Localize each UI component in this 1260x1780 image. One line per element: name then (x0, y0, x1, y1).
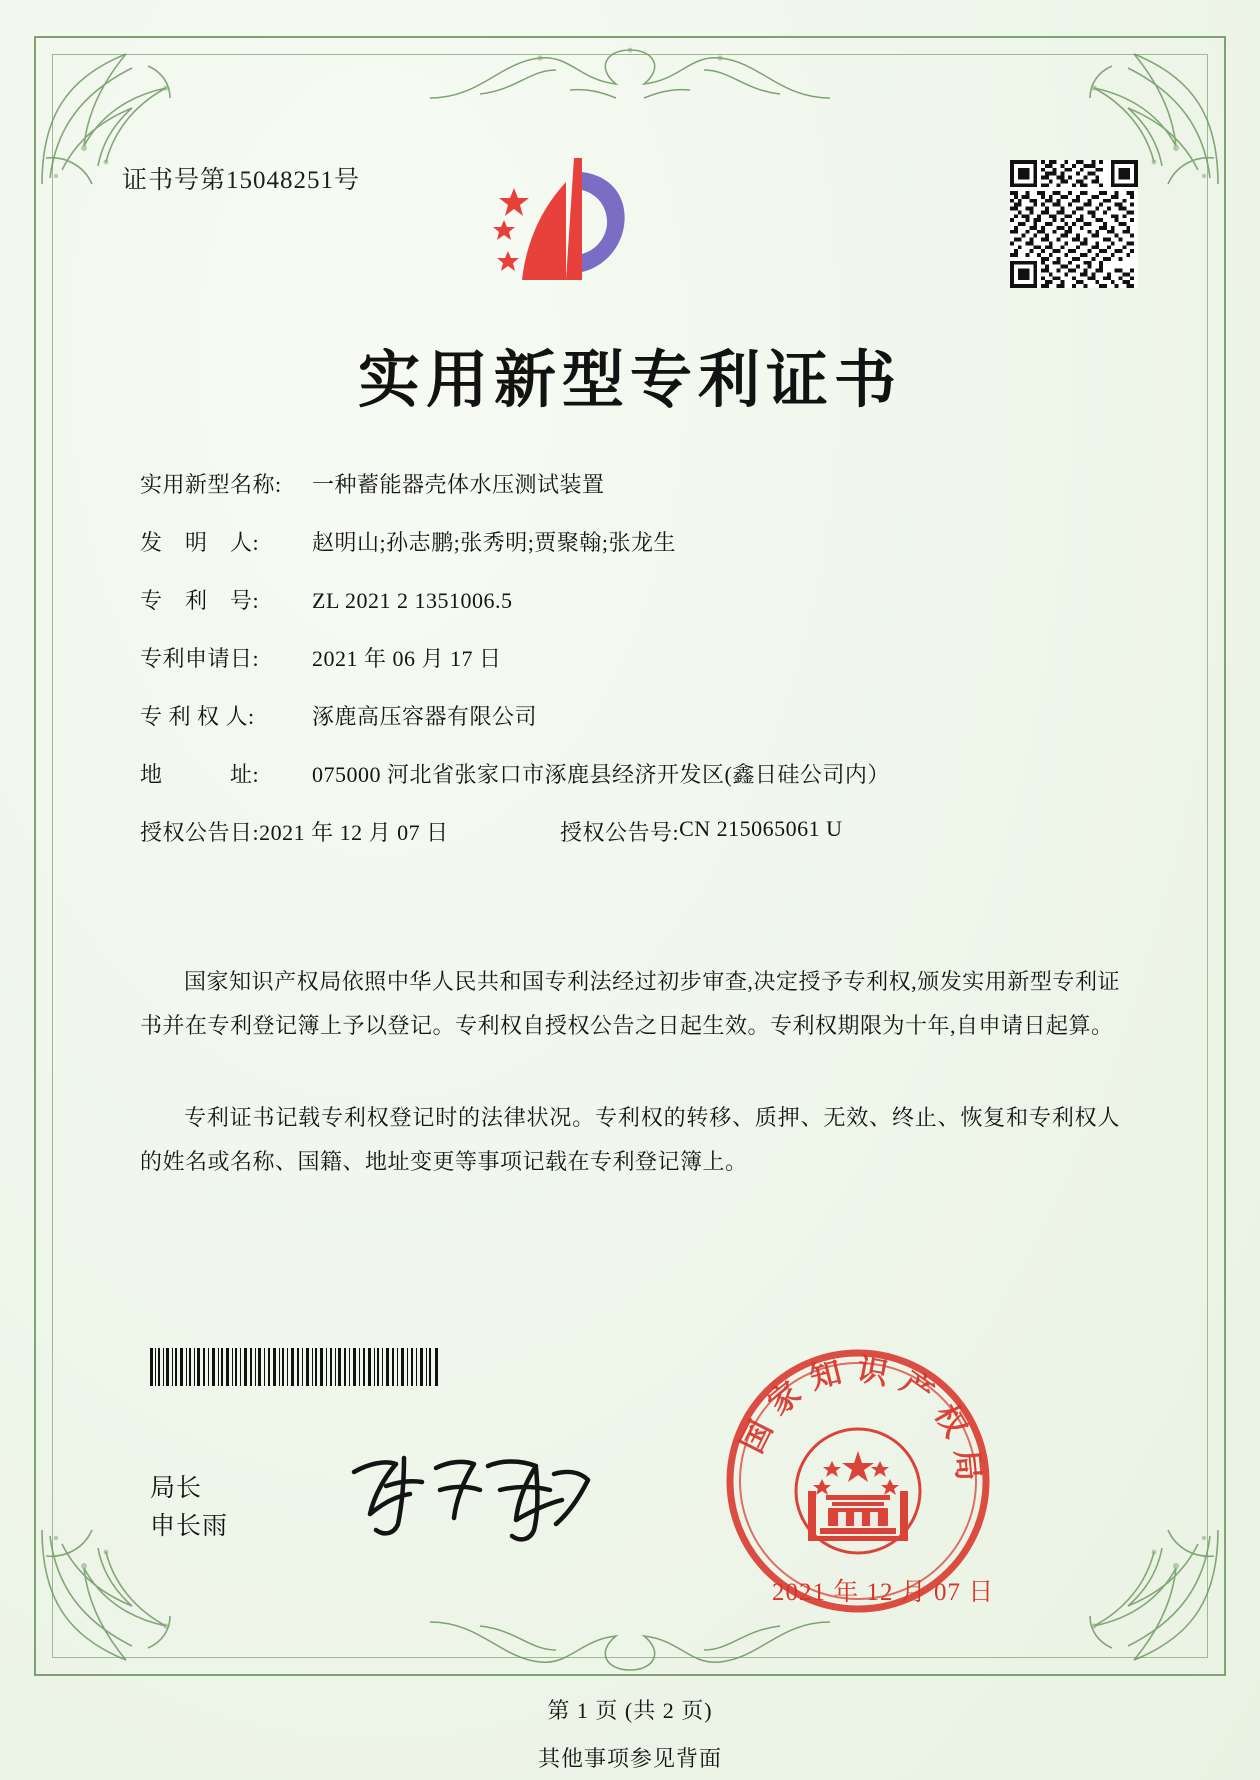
field-application-date (140, 642, 1120, 675)
field-label: 发 明 人: (140, 530, 260, 555)
field-label: 授权公告日: (140, 820, 260, 845)
legal-paragraph-2: 专利证书记载专利权登记时的法律状况。专利权的转移、质押、无效、终止、恢复和专利权人的姓名或名称、国籍、地址变更等事项记载在专利登记簿上。 (140, 1105, 1120, 1174)
certificate-number: 证书号第15048251号 (122, 167, 361, 194)
field-value: ZL 2021 2 1351006.5 (312, 588, 513, 613)
qr-code (1010, 160, 1138, 288)
bottom-flourish-icon (420, 1614, 840, 1680)
svg-text:国家知识产权局: 国家知识产权局 (733, 1351, 988, 1495)
field-grant-number (560, 816, 843, 847)
director-role-label: 局长 (150, 1475, 203, 1502)
field-utility-model-name (140, 468, 1120, 501)
signature-block (150, 1470, 228, 1546)
top-flourish-icon (420, 40, 840, 106)
barcode (150, 1348, 440, 1386)
field-value: 075000 河北省张家口市涿鹿县经济开发区(鑫日硅公司内） (312, 762, 890, 787)
field-grant-date (140, 816, 560, 847)
field-label: 授权公告号: (560, 820, 680, 845)
field-value: 赵明山;孙志鹏;张秀明;贾聚翰;张龙生 (312, 530, 676, 555)
field-list (140, 468, 1120, 865)
field-label: 专 利 号: (140, 588, 260, 613)
field-value: CN 215065061 U (679, 816, 843, 841)
field-label: 专利申请日: (140, 646, 260, 671)
field-label: 地 址: (140, 762, 260, 787)
field-value: 2021 年 12 月 07 日 (259, 820, 449, 845)
field-value: 涿鹿高压容器有限公司 (312, 704, 538, 729)
field-inventors (140, 526, 1120, 559)
field-value: 一种蓄能器壳体水压测试装置 (312, 472, 605, 497)
cnipa-logo-icon (478, 148, 648, 298)
seal-date: 2021 年 12 月 07 日 (772, 1579, 995, 1606)
back-page-note: 其他事项参见背面 (537, 1746, 722, 1771)
page-title: 实用新型专利证书 (357, 343, 902, 416)
legal-paragraph-1: 国家知识产权局依照中华人民共和国专利法经过初步审查,决定授予专利权,颁发实用新型专利证书并在专利登记簿上予以登记。专利权自授权公告之日起生效。专利权期限为十年,自申请日起算。 (140, 969, 1120, 1038)
page-indicator: 第 1 页 (共 2 页) (547, 1698, 713, 1723)
field-label: 专 利 权 人: (140, 704, 255, 729)
field-address (140, 758, 1120, 791)
director-name-label: 申长雨 (150, 1513, 229, 1540)
field-patentee (140, 700, 1120, 733)
handwritten-signature-icon (340, 1438, 600, 1548)
field-grant-row (140, 816, 1120, 847)
field-label: 实用新型名称: (140, 472, 282, 497)
field-value: 2021 年 06 月 17 日 (312, 646, 502, 671)
field-patent-number (140, 584, 1120, 617)
